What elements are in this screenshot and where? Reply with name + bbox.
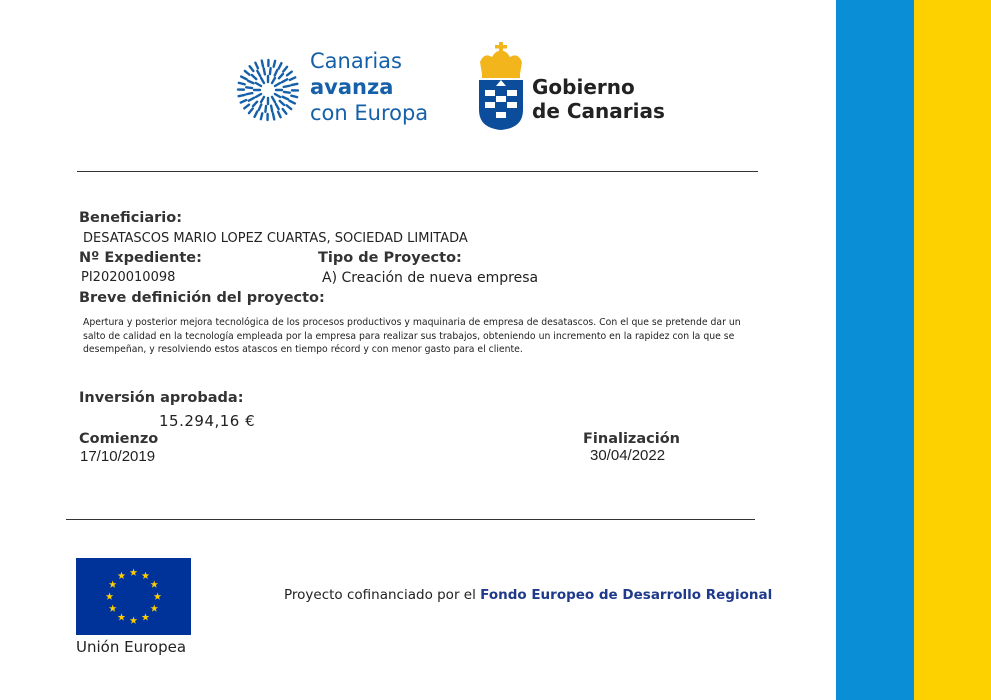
fondo-europeo-text: Fondo Europeo de Desarrollo Regional <box>480 587 773 603</box>
bottom-divider <box>66 519 755 520</box>
tipo-proyecto-label: Tipo de Proyecto: <box>318 250 462 266</box>
expediente-label: Nº Expediente: <box>79 250 202 266</box>
definicion-label: Breve definición del proyecto: <box>79 290 325 306</box>
eu-label: Unión Europea <box>76 638 187 656</box>
canarias-avanza-logo <box>232 48 452 132</box>
finalizacion-label: Finalización <box>583 431 680 447</box>
yellow-stripe <box>914 0 991 700</box>
logo-line-gobierno: Gobierno <box>532 75 635 99</box>
inversion-value: 15.294,16 € <box>159 412 256 430</box>
crown-shield-icon <box>476 40 526 132</box>
cofinanciado-text <box>284 587 772 603</box>
beneficiario-value: DESATASCOS MARIO LOPEZ CUARTAS, SOCIEDAD LIMITADA <box>83 231 468 246</box>
logo-line-canarias: Canarias <box>310 49 402 73</box>
beneficiario-label: Beneficiario: <box>79 210 183 226</box>
gobierno-canarias-text <box>532 75 665 123</box>
finalizacion-value: 30/04/2022 <box>590 447 666 464</box>
eu-flag-icon <box>76 558 191 635</box>
eu-stars <box>76 558 191 635</box>
blue-stripe <box>836 0 914 700</box>
canarias-avanza-text <box>310 48 428 126</box>
logo-line-de-canarias: de Canarias <box>532 99 665 123</box>
comienzo-value: 17/10/2019 <box>80 448 156 465</box>
top-divider <box>77 171 758 172</box>
definicion-text: Apertura y posterior mejora tecnológica de los procesos productivos y maquinaria de empresa de desatascos. Con el que se pretende dar un salto de calidad en la tecnología empleada por la empresa para realizar sus trabajos, obteniendo un incremento en la rapidez con la que se desempeñan, y resolviendo estos atascos en tiempo récord y con menor gasto para el cliente. <box>83 317 741 355</box>
cofinanciado-prefix: Proyecto cofinanciado por el <box>284 587 481 603</box>
tipo-proyecto-value: A) Creación de nueva empresa <box>322 270 539 286</box>
logo-line-con-europa: con Europa <box>310 101 429 125</box>
gobierno-canarias-logo <box>476 40 676 132</box>
sunburst-icon <box>232 54 304 126</box>
logo-line-avanza: avanza <box>310 75 394 99</box>
expediente-value: PI2020010098 <box>81 270 176 285</box>
inversion-label: Inversión aprobada: <box>79 390 244 406</box>
comienzo-label: Comienzo <box>79 431 159 447</box>
